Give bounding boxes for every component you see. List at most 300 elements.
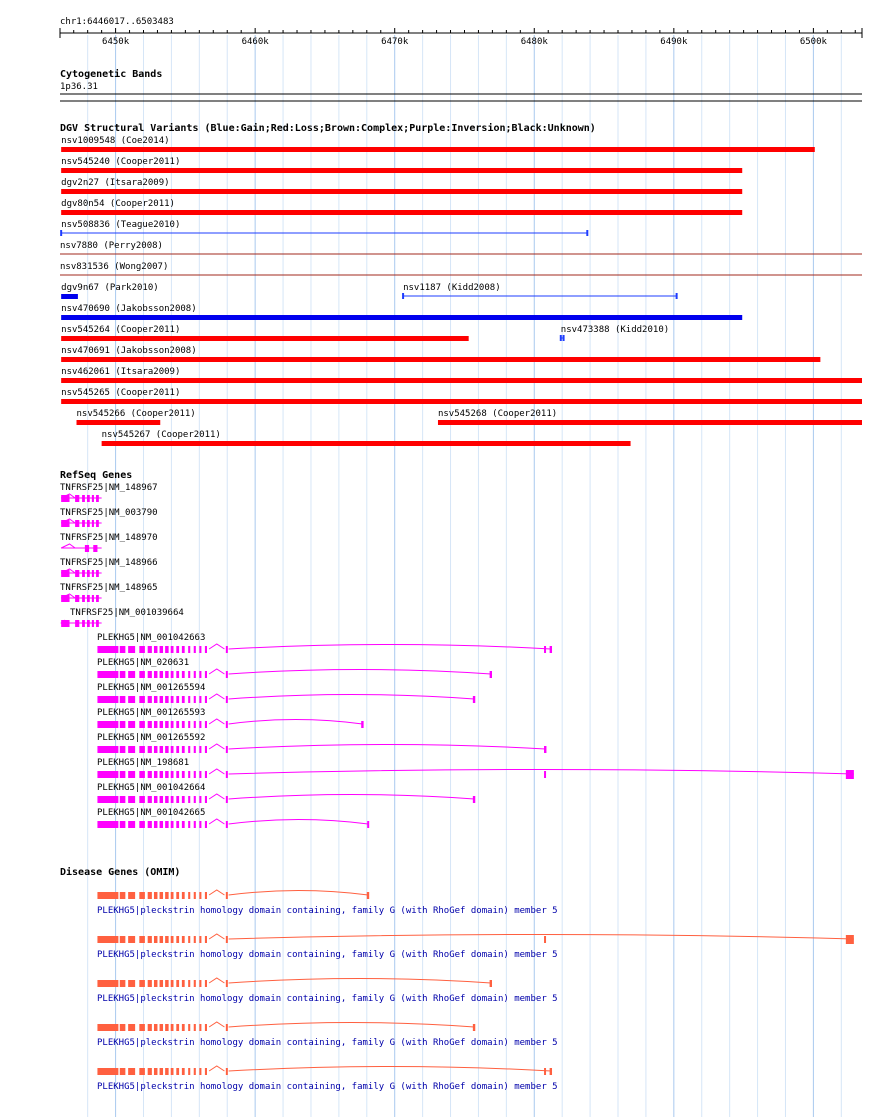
gene-intron	[209, 890, 224, 895]
gene-intron	[229, 795, 475, 800]
refseq-track	[60, 470, 854, 828]
gene-exon	[160, 821, 163, 828]
refseq-gene-label: PLEKHG5|NM_020631	[97, 658, 190, 668]
dgv-feature-label: nsv545267 (Cooper2011)	[101, 430, 221, 440]
gene-exon	[97, 1024, 118, 1031]
gene-exon	[176, 646, 179, 653]
gene-exon	[148, 796, 152, 803]
gene-exon	[182, 936, 185, 943]
gene-exon	[139, 936, 145, 943]
gene-exon	[226, 892, 228, 899]
gene-intron	[229, 1067, 551, 1072]
gene-exon	[165, 936, 168, 943]
gene-exon	[160, 646, 163, 653]
gene-exon	[182, 771, 185, 778]
gene-exon	[128, 646, 135, 653]
dgv-loss-bar	[61, 189, 742, 194]
gene-exon	[87, 570, 90, 577]
gene-exon	[205, 721, 207, 728]
dgv-feature-label: nsv545264 (Cooper2011)	[61, 325, 181, 335]
gene-exon	[188, 936, 190, 943]
gene-exon	[154, 796, 157, 803]
gene-exon	[194, 892, 196, 899]
gene-exon	[165, 821, 168, 828]
dgv-features	[60, 136, 862, 446]
gene-exon	[75, 595, 79, 602]
gene-exon	[82, 595, 85, 602]
gene-exon	[188, 721, 190, 728]
gene-intron	[229, 820, 369, 825]
gene-exon	[226, 746, 228, 753]
gene-exon	[97, 936, 118, 943]
gene-exon	[182, 980, 185, 987]
gene-exon	[205, 646, 207, 653]
gene-exon	[160, 671, 163, 678]
gene-exon	[148, 936, 152, 943]
gene-exon	[188, 671, 190, 678]
gene-exon	[165, 696, 168, 703]
gene-exon	[97, 892, 118, 899]
gene-exon	[199, 646, 201, 653]
gene-intron	[229, 770, 854, 775]
omim-gene-label: PLEKHG5|pleckstrin homology domain containing, family G (with RhoGef domain) member 5	[97, 1082, 558, 1092]
gene-exon	[148, 671, 152, 678]
gene-exon	[205, 1068, 207, 1075]
gene-exon	[226, 721, 228, 728]
gene-exon	[205, 746, 207, 753]
gene-exon	[171, 721, 174, 728]
dgv-loss-bar	[61, 378, 862, 383]
gene-intron	[229, 979, 491, 984]
dgv-loss-bar	[77, 420, 161, 425]
gene-exon	[128, 1024, 135, 1031]
gene-exon	[199, 1024, 201, 1031]
gene-exon	[148, 746, 152, 753]
gene-exon	[139, 821, 145, 828]
gene-intron	[209, 794, 224, 799]
gene-exon	[473, 696, 475, 703]
gene-exon	[226, 821, 228, 828]
gene-exon	[154, 821, 157, 828]
gene-exon	[194, 1024, 196, 1031]
gene-intron	[209, 669, 224, 674]
gene-exon	[96, 520, 99, 527]
gene-exon	[87, 620, 90, 627]
gene-intron	[209, 934, 224, 939]
gene-exon	[148, 771, 152, 778]
ruler-tick-label: 6500k	[799, 37, 827, 47]
gene-exon	[160, 1068, 163, 1075]
dgv-feature-label: nsv470690 (Jakobsson2008)	[61, 304, 197, 314]
gene-exon	[490, 980, 492, 987]
omim-gene-label: PLEKHG5|pleckstrin homology domain containing, family G (with RhoGef domain) member 5	[97, 906, 558, 916]
gene-exon	[92, 595, 94, 602]
gene-exon	[188, 1024, 190, 1031]
gene-intron	[209, 719, 224, 724]
gene-exon	[82, 520, 85, 527]
gene-exon	[171, 892, 174, 899]
gene-exon	[128, 1068, 135, 1075]
gene-exon	[550, 1068, 552, 1075]
gene-exon	[154, 646, 157, 653]
gene-exon	[199, 936, 201, 943]
gene-exon	[194, 671, 196, 678]
gene-exon	[176, 696, 179, 703]
gene-exon	[82, 495, 85, 502]
gene-exon	[188, 771, 190, 778]
gene-exon	[182, 796, 185, 803]
gene-exon	[362, 721, 364, 728]
gene-exon	[97, 771, 118, 778]
gene-exon	[139, 646, 145, 653]
gene-exon	[160, 746, 163, 753]
gene-exon	[139, 1068, 145, 1075]
refseq-gene-label: PLEKHG5|NM_198681	[97, 758, 190, 768]
dgv-feature-label: nsv473388 (Kidd2010)	[560, 325, 670, 335]
gene-exon	[139, 1024, 145, 1031]
dgv-feature-label: nsv462061 (Itsara2009)	[61, 367, 181, 377]
gene-exon	[165, 980, 168, 987]
gene-exon	[544, 771, 546, 778]
refseq-gene-label: TNFRSF25|NM_003790	[60, 508, 158, 518]
gene-exon	[171, 696, 174, 703]
refseq-gene-label: PLEKHG5|NM_001265594	[97, 683, 206, 693]
refseq-features	[60, 483, 854, 828]
gene-exon	[154, 746, 157, 753]
gene-exon	[171, 936, 174, 943]
gene-exon	[226, 980, 228, 987]
gene-exon	[148, 1024, 152, 1031]
gene-exon	[544, 936, 546, 943]
gene-exon	[171, 1024, 174, 1031]
gene-intron	[229, 745, 546, 750]
gene-intron	[229, 720, 363, 725]
gene-exon	[846, 935, 854, 944]
gene-intron	[229, 935, 854, 940]
gene-intron	[229, 695, 475, 700]
gene-exon	[182, 671, 185, 678]
gene-exon	[205, 980, 207, 987]
gene-exon	[182, 821, 185, 828]
gene-exon	[87, 520, 90, 527]
gene-exon	[194, 771, 196, 778]
gene-exon	[226, 771, 228, 778]
gene-exon	[82, 620, 85, 627]
gene-exon	[182, 646, 185, 653]
gene-exon	[75, 570, 79, 577]
dgv-feature-label: nsv545265 (Cooper2011)	[61, 388, 181, 398]
gene-exon	[176, 892, 179, 899]
gene-exon	[205, 696, 207, 703]
gene-exon	[473, 796, 475, 803]
gene-exon	[85, 545, 89, 552]
gene-exon	[226, 1068, 228, 1075]
gene-exon	[182, 892, 185, 899]
gene-intron	[209, 1022, 224, 1027]
gene-exon	[171, 646, 174, 653]
gene-exon	[93, 545, 97, 552]
gene-exon	[165, 1068, 168, 1075]
gene-intron	[229, 645, 551, 650]
gene-exon	[154, 696, 157, 703]
gene-exon	[120, 821, 126, 828]
gene-exon	[199, 721, 201, 728]
gene-exon	[154, 671, 157, 678]
gene-exon	[544, 1068, 546, 1075]
gene-exon	[97, 1068, 118, 1075]
refseq-gene-label: TNFRSF25|NM_001039664	[70, 608, 184, 618]
gene-exon	[176, 796, 179, 803]
dgv-feature-label: nsv470691 (Jakobsson2008)	[61, 346, 197, 356]
gene-exon	[139, 721, 145, 728]
gene-exon	[120, 892, 126, 899]
refseq-track-title: RefSeq Genes	[60, 470, 133, 481]
gene-exon	[128, 936, 135, 943]
gene-exon	[176, 980, 179, 987]
gene-exon	[75, 620, 79, 627]
gene-exon	[171, 980, 174, 987]
refseq-gene-label: PLEKHG5|NM_001265593	[97, 708, 206, 718]
gene-exon	[205, 796, 207, 803]
gene-exon	[120, 746, 126, 753]
dgv-feature-label: nsv1187 (Kidd2008)	[403, 283, 501, 293]
gene-intron	[209, 694, 224, 699]
gene-exon	[128, 771, 135, 778]
gene-exon	[176, 1024, 179, 1031]
gene-intron	[229, 891, 369, 896]
gene-exon	[188, 892, 190, 899]
gene-exon	[165, 796, 168, 803]
gene-exon	[176, 721, 179, 728]
refseq-gene-label: PLEKHG5|NM_001042664	[97, 783, 206, 793]
gene-exon	[120, 646, 126, 653]
gene-exon	[199, 796, 201, 803]
gene-exon	[128, 671, 135, 678]
gene-exon	[120, 696, 126, 703]
omim-features	[97, 890, 854, 1092]
gene-exon	[92, 570, 94, 577]
dgv-loss-bar	[102, 441, 631, 446]
gene-exon	[128, 746, 135, 753]
gene-intron	[209, 978, 224, 983]
dgv-feature-label: nsv545240 (Cooper2011)	[61, 157, 181, 167]
gene-exon	[120, 980, 126, 987]
gene-exon	[199, 771, 201, 778]
gene-exon	[171, 821, 174, 828]
cytoband-label: 1p36.31	[60, 82, 98, 92]
gene-exon	[154, 1024, 157, 1031]
ruler	[60, 17, 862, 47]
gene-exon	[160, 936, 163, 943]
gene-exon	[148, 1068, 152, 1075]
gene-exon	[87, 595, 90, 602]
gene-exon	[165, 746, 168, 753]
dgv-feature-label: nsv1009548 (Coe2014)	[61, 136, 170, 146]
gene-exon	[148, 980, 152, 987]
gene-exon	[188, 1068, 190, 1075]
gene-exon	[120, 936, 126, 943]
gene-exon	[188, 646, 190, 653]
gene-exon	[171, 746, 174, 753]
dgv-gain-bar	[61, 294, 78, 299]
gene-exon	[205, 821, 207, 828]
gene-exon	[165, 721, 168, 728]
gene-exon	[96, 620, 99, 627]
gene-exon	[96, 570, 99, 577]
dgv-feature-label: nsv545266 (Cooper2011)	[76, 409, 196, 419]
gene-exon	[154, 721, 157, 728]
gene-exon	[199, 1068, 201, 1075]
gene-exon	[165, 671, 168, 678]
gene-exon	[199, 671, 201, 678]
gene-exon	[139, 771, 145, 778]
cytoband-track[interactable]	[60, 68, 862, 101]
gene-exon	[160, 1024, 163, 1031]
gene-exon	[226, 936, 228, 943]
gene-exon	[188, 980, 190, 987]
ruler-tick-label: 6460k	[241, 37, 269, 47]
gene-intron	[229, 670, 491, 675]
gene-exon	[199, 980, 201, 987]
gene-exon	[194, 746, 196, 753]
refseq-gene-label: TNFRSF25|NM_148967	[60, 483, 158, 493]
dgv-loss-bar	[61, 210, 742, 215]
gene-exon	[128, 696, 135, 703]
gene-exon	[154, 1068, 157, 1075]
gene-exon	[139, 696, 145, 703]
dgv-gain-bar	[61, 315, 742, 320]
ruler-tick-label: 6470k	[381, 37, 409, 47]
gene-exon	[128, 892, 135, 899]
dgv-feature-label: nsv508836 (Teague2010)	[61, 220, 181, 230]
gene-exon	[226, 796, 228, 803]
gene-exon	[199, 821, 201, 828]
gene-exon	[188, 796, 190, 803]
gene-exon	[154, 892, 157, 899]
gene-exon	[139, 796, 145, 803]
gene-exon	[490, 671, 492, 678]
gene-exon	[154, 980, 157, 987]
gene-exon	[61, 620, 69, 627]
gene-exon	[128, 721, 135, 728]
dgv-loss-bar	[61, 147, 815, 152]
ruler-tick-label: 6480k	[520, 37, 548, 47]
gene-exon	[148, 892, 152, 899]
gene-exon	[128, 980, 135, 987]
gene-exon	[182, 1068, 185, 1075]
omim-track-title: Disease Genes (OMIM)	[60, 867, 181, 878]
gene-exon	[139, 671, 145, 678]
gene-exon	[176, 671, 179, 678]
gene-exon	[87, 495, 90, 502]
gene-exon	[194, 796, 196, 803]
gene-exon	[92, 495, 94, 502]
gene-exon	[160, 980, 163, 987]
gene-exon	[205, 771, 207, 778]
dgv-loss-bar	[61, 399, 862, 404]
ruler-tick-label: 6450k	[102, 37, 130, 47]
gene-intron	[209, 819, 224, 824]
gene-exon	[188, 821, 190, 828]
ruler-tick-label: 6490k	[660, 37, 688, 47]
dgv-loss-bar	[61, 168, 742, 173]
gene-exon	[97, 796, 118, 803]
gene-exon	[160, 721, 163, 728]
refseq-gene-label: PLEKHG5|NM_001042665	[97, 808, 206, 818]
gene-exon	[96, 595, 99, 602]
gene-exon	[226, 646, 228, 653]
refseq-gene-label: TNFRSF25|NM_148965	[60, 583, 158, 593]
gene-exon	[139, 892, 145, 899]
gene-exon	[171, 771, 174, 778]
refseq-gene-label: PLEKHG5|NM_001042663	[97, 633, 206, 643]
omim-gene-label: PLEKHG5|pleckstrin homology domain containing, family G (with RhoGef domain) member 5	[97, 950, 558, 960]
gene-exon	[226, 1024, 228, 1031]
gene-exon	[367, 821, 369, 828]
omim-gene-label: PLEKHG5|pleckstrin homology domain containing, family G (with RhoGef domain) member 5	[97, 994, 558, 1004]
gene-exon	[194, 936, 196, 943]
gene-exon	[846, 770, 854, 779]
gene-exon	[92, 520, 94, 527]
gene-exon	[550, 646, 552, 653]
dgv-feature-label: nsv545268 (Cooper2011)	[437, 409, 558, 419]
gene-exon	[199, 892, 201, 899]
gene-exon	[128, 821, 135, 828]
gene-intron	[209, 1066, 224, 1071]
gene-exon	[160, 696, 163, 703]
dgv-loss-bar	[61, 336, 469, 341]
gene-exon	[205, 892, 207, 899]
gene-exon	[171, 671, 174, 678]
gene-exon	[75, 495, 79, 502]
gene-exon	[128, 796, 135, 803]
gene-exon	[226, 696, 228, 703]
gene-exon	[160, 796, 163, 803]
gene-exon	[165, 646, 168, 653]
gene-exon	[75, 520, 79, 527]
refseq-gene-label: TNFRSF25|NM_148970	[60, 533, 158, 543]
gene-exon	[97, 671, 118, 678]
gene-exon	[176, 771, 179, 778]
gene-exon	[199, 696, 201, 703]
gene-exon	[194, 980, 196, 987]
gene-exon	[176, 936, 179, 943]
gene-exon	[171, 1068, 174, 1075]
gene-exon	[194, 696, 196, 703]
gene-exon	[182, 696, 185, 703]
omim-gene-label: PLEKHG5|pleckstrin homology domain containing, family G (with RhoGef domain) member 5	[97, 1038, 558, 1048]
dgv-feature-label: dgv9n67 (Park2010)	[61, 283, 159, 293]
gene-exon	[120, 771, 126, 778]
refseq-gene-label: PLEKHG5|NM_001265592	[97, 733, 206, 743]
gene-exon	[148, 696, 152, 703]
gene-exon	[226, 671, 228, 678]
gene-intron	[229, 1023, 475, 1028]
dgv-feature-label: nsv7880 (Perry2008)	[60, 241, 163, 251]
gene-exon	[154, 771, 157, 778]
gene-exon	[97, 980, 118, 987]
gene-exon	[188, 696, 190, 703]
gene-exon	[205, 1024, 207, 1031]
dgv-feature-label: dgv2n27 (Itsara2009)	[61, 178, 170, 188]
gene-exon	[473, 1024, 475, 1031]
gene-exon	[176, 821, 179, 828]
gene-exon	[188, 746, 190, 753]
gene-exon	[120, 1068, 126, 1075]
gene-exon	[194, 1068, 196, 1075]
gene-exon	[120, 671, 126, 678]
gene-exon	[165, 892, 168, 899]
